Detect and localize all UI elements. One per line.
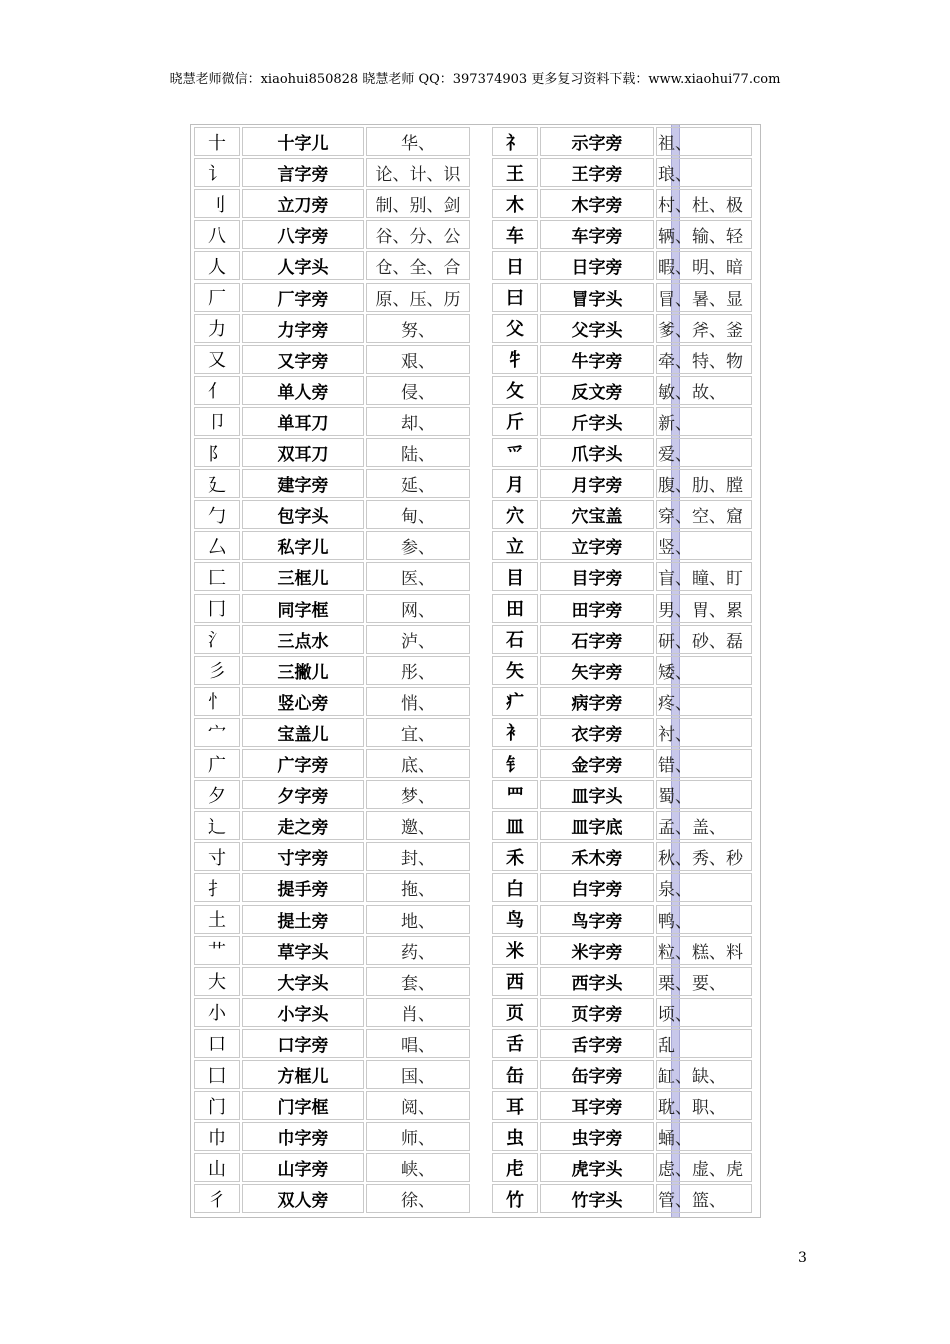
table-row [194,1184,472,1213]
table-row [492,1091,754,1120]
radical-name-cell: 耳字旁 [540,1091,654,1120]
example-chars-cell: 制、别、剑 [366,189,470,218]
radical-name-cell: 单人旁 [242,376,364,405]
table-row [492,811,754,840]
table-row [492,127,754,156]
example-chars-cell: 蜀、 [656,780,752,809]
table-row [194,656,472,685]
radical-cell: 大 [194,967,240,996]
table-row [194,158,472,187]
radical-name-cell: 立刀旁 [242,189,364,218]
radical-cell: 钅 [492,749,538,778]
example-chars-cell: 套、 [366,967,470,996]
radical-cell: 虍 [492,1153,538,1182]
table-row [492,562,754,591]
table-row [492,500,754,529]
table-row [194,283,472,312]
radical-name-cell: 三框儿 [242,562,364,591]
radical-name-cell: 目字旁 [540,562,654,591]
example-chars-cell: 秋、秀、秒 [656,842,752,871]
example-chars-cell: 牵、特、物 [656,345,752,374]
radical-cell: 厂 [194,283,240,312]
radical-name-cell: 虫字旁 [540,1122,654,1151]
example-chars-cell: 祖、 [656,127,752,156]
table-row [194,718,472,747]
table-row [492,594,754,623]
radical-name-cell: 山字旁 [242,1153,364,1182]
radical-cell: 卩 [194,407,240,436]
radical-cell: 虫 [492,1122,538,1151]
radical-cell: 礻 [492,127,538,156]
radical-name-cell: 矢字旁 [540,656,654,685]
table-row [194,220,472,249]
table-row [492,998,754,1027]
example-chars-cell: 网、 [366,594,470,623]
example-chars-cell: 爹、斧、釜 [656,314,752,343]
radical-cell: 田 [492,594,538,623]
table-row [194,251,472,280]
example-chars-cell: 新、 [656,407,752,436]
example-chars-cell: 徐、 [366,1184,470,1213]
example-chars-cell: 敏、故、 [656,376,752,405]
example-chars-cell: 邀、 [366,811,470,840]
example-chars-cell: 药、 [366,936,470,965]
table-row [492,749,754,778]
table-row [492,936,754,965]
radical-name-cell: 三点水 [242,625,364,654]
example-chars-cell: 耽、职、 [656,1091,752,1120]
example-chars-cell: 暇、明、暗 [656,251,752,280]
table-row [492,625,754,654]
radical-name-cell: 鸟字旁 [540,905,654,934]
table-row [194,562,472,591]
table-row [194,345,472,374]
page-number: 3 [798,1250,807,1266]
radical-cell: 又 [194,345,240,374]
example-chars-cell: 孟、盖、 [656,811,752,840]
radical-name-cell: 厂字旁 [242,283,364,312]
table-row [194,687,472,716]
table-row [492,376,754,405]
radical-cell: 门 [194,1091,240,1120]
radical-name-cell: 方框儿 [242,1060,364,1089]
example-chars-cell: 论、计、识 [366,158,470,187]
table-row [492,251,754,280]
radical-name-cell: 皿字头 [540,780,654,809]
radical-name-cell: 同字框 [242,594,364,623]
example-chars-cell: 虑、虚、虎 [656,1153,752,1182]
radical-name-cell: 建字旁 [242,469,364,498]
example-chars-cell: 宜、 [366,718,470,747]
radical-cell: 攵 [492,376,538,405]
example-chars-cell: 疼、 [656,687,752,716]
table-row [194,936,472,965]
radical-cell: 耳 [492,1091,538,1120]
radical-name-cell: 禾木旁 [540,842,654,871]
table-row [194,749,472,778]
example-chars-cell: 彤、 [366,656,470,685]
radical-name-cell: 冒字头 [540,283,654,312]
radical-cell: 父 [492,314,538,343]
example-chars-cell: 悄、 [366,687,470,716]
radical-name-cell: 双耳刀 [242,438,364,467]
example-chars-cell: 竖、 [656,531,752,560]
radical-name-cell: 日字旁 [540,251,654,280]
radical-cell: 山 [194,1153,240,1182]
table-row [492,780,754,809]
radical-name-cell: 反文旁 [540,376,654,405]
example-chars-cell: 缸、缺、 [656,1060,752,1089]
radical-cell: 白 [492,873,538,902]
radical-cell: 米 [492,936,538,965]
radical-name-cell: 提手旁 [242,873,364,902]
radical-cell: 夕 [194,780,240,809]
radical-cell: 土 [194,905,240,934]
table-row [194,905,472,934]
table-row [492,842,754,871]
example-chars-cell: 原、压、历 [366,283,470,312]
radical-name-cell: 夕字旁 [242,780,364,809]
table-row [492,1122,754,1151]
example-chars-cell: 却、 [366,407,470,436]
radical-name-cell: 父字头 [540,314,654,343]
radical-name-cell: 寸字旁 [242,842,364,871]
radical-cell: 爫 [492,438,538,467]
radical-name-cell: 虎字头 [540,1153,654,1182]
radical-cell: 曰 [492,283,538,312]
table-row [492,1060,754,1089]
radical-cell: 鸟 [492,905,538,934]
radical-cell: 目 [492,562,538,591]
example-chars-cell: 延、 [366,469,470,498]
table-row [492,967,754,996]
radical-cell: 宀 [194,718,240,747]
radical-cell: 立 [492,531,538,560]
radical-cell: 巾 [194,1122,240,1151]
radical-cell: 西 [492,967,538,996]
radical-name-cell: 西字头 [540,967,654,996]
radical-cell: 车 [492,220,538,249]
radical-name-cell: 白字旁 [540,873,654,902]
page-header: 晓慧老师微信：xiaohui850828 晓慧老师 QQ：397374903 更多复习资料下载：www.xiaohui77.com [169,72,781,87]
example-chars-cell: 参、 [366,531,470,560]
example-chars-cell: 顷、 [656,998,752,1027]
example-chars-cell: 阅、 [366,1091,470,1120]
table-row [492,905,754,934]
radical-cell: 禾 [492,842,538,871]
table-row [194,127,472,156]
example-chars-cell: 仓、全、合 [366,251,470,280]
example-chars-cell: 师、 [366,1122,470,1151]
radical-name-cell: 舌字旁 [540,1029,654,1058]
radical-cell: 矢 [492,656,538,685]
example-chars-cell: 谷、分、公 [366,220,470,249]
example-chars-cell: 医、 [366,562,470,591]
example-chars-cell: 努、 [366,314,470,343]
example-chars-cell: 管、篮、 [656,1184,752,1213]
example-chars-cell: 唱、 [366,1029,470,1058]
table-row [492,220,754,249]
radical-cell: 勹 [194,500,240,529]
example-chars-cell: 辆、输、轻 [656,220,752,249]
example-chars-cell: 底、 [366,749,470,778]
radical-cell: 穴 [492,500,538,529]
radical-cell: 廴 [194,469,240,498]
example-chars-cell: 矮、 [656,656,752,685]
radical-cell: 疒 [492,687,538,716]
example-chars-cell: 村、杜、极 [656,189,752,218]
example-chars-cell: 国、 [366,1060,470,1089]
example-chars-cell: 穿、空、窟 [656,500,752,529]
radical-name-cell: 立字旁 [540,531,654,560]
table-row [194,314,472,343]
table-row [492,1029,754,1058]
table-row [194,967,472,996]
table-row [194,407,472,436]
table-row [194,998,472,1027]
radical-name-cell: 口字旁 [242,1029,364,1058]
table-row [194,189,472,218]
radical-name-cell: 三撇儿 [242,656,364,685]
radical-name-cell: 石字旁 [540,625,654,654]
radical-cell: 月 [492,469,538,498]
radical-name-cell: 金字旁 [540,749,654,778]
radical-cell: 力 [194,314,240,343]
radical-cell: 匚 [194,562,240,591]
radical-cell: 十 [194,127,240,156]
radical-name-cell: 草字头 [242,936,364,965]
radical-cell: 口 [194,1029,240,1058]
radical-name-cell: 十字儿 [242,127,364,156]
example-chars-cell: 甸、 [366,500,470,529]
table-row [492,469,754,498]
radical-name-cell: 走之旁 [242,811,364,840]
radical-cell: 木 [492,189,538,218]
radical-cell: 刂 [194,189,240,218]
example-chars-cell: 研、砂、磊 [656,625,752,654]
radical-name-cell: 双人旁 [242,1184,364,1213]
radical-cell: 日 [492,251,538,280]
example-chars-cell: 地、 [366,905,470,934]
table-row [194,1091,472,1120]
radical-cell: 亻 [194,376,240,405]
radical-name-cell: 小字头 [242,998,364,1027]
radical-name-cell: 车字旁 [540,220,654,249]
table-row [194,1029,472,1058]
radical-cell: 石 [492,625,538,654]
radical-name-cell: 宝盖儿 [242,718,364,747]
example-chars-cell: 乱 [656,1029,752,1058]
table-row [194,500,472,529]
radical-cell: 王 [492,158,538,187]
example-chars-cell: 爱、 [656,438,752,467]
table-row [492,345,754,374]
table-row [492,314,754,343]
table-row [194,469,472,498]
radical-name-cell: 八字旁 [242,220,364,249]
table-row [492,407,754,436]
table-row [492,718,754,747]
radical-cell: 缶 [492,1060,538,1089]
radical-name-cell: 缶字旁 [540,1060,654,1089]
radical-name-cell: 穴宝盖 [540,500,654,529]
table-row [492,1153,754,1182]
radical-name-cell: 衣字旁 [540,718,654,747]
radical-cell: 扌 [194,873,240,902]
table-row [194,594,472,623]
radical-name-cell: 示字旁 [540,127,654,156]
example-chars-cell: 肖、 [366,998,470,1027]
radical-name-cell: 爪字头 [540,438,654,467]
radical-name-cell: 月字旁 [540,469,654,498]
example-chars-cell: 蛹、 [656,1122,752,1151]
example-chars-cell: 拖、 [366,873,470,902]
radical-name-cell: 广字旁 [242,749,364,778]
table-row [492,283,754,312]
table-row [194,625,472,654]
radical-cell: 寸 [194,842,240,871]
table-row [492,656,754,685]
example-chars-cell: 泸、 [366,625,470,654]
table-row [194,376,472,405]
radical-name-cell: 王字旁 [540,158,654,187]
radical-cell: 冂 [194,594,240,623]
table-row [194,1122,472,1151]
radical-name-cell: 页字旁 [540,998,654,1027]
table-row [492,189,754,218]
radical-name-cell: 力字旁 [242,314,364,343]
radical-name-cell: 巾字旁 [242,1122,364,1151]
radical-cell: 舌 [492,1029,538,1058]
radical-cell: 氵 [194,625,240,654]
radical-cell: 艹 [194,936,240,965]
radical-name-cell: 提土旁 [242,905,364,934]
example-chars-cell: 冒、暑、显 [656,283,752,312]
radical-name-cell: 病字旁 [540,687,654,716]
table-row [194,873,472,902]
radical-cell: 皿 [492,811,538,840]
radical-cell: 彡 [194,656,240,685]
table-row [194,438,472,467]
example-chars-cell: 艰、 [366,345,470,374]
example-chars-cell: 梦、 [366,780,470,809]
radical-cell: 忄 [194,687,240,716]
example-chars-cell: 峡、 [366,1153,470,1182]
example-chars-cell: 侵、 [366,376,470,405]
radical-name-cell: 米字旁 [540,936,654,965]
radical-cell: 牜 [492,345,538,374]
radical-cell: 页 [492,998,538,1027]
table-row [492,1184,754,1213]
example-chars-cell: 琅、 [656,158,752,187]
radical-cell: 讠 [194,158,240,187]
radical-name-cell: 单耳刀 [242,407,364,436]
radical-name-cell: 包字头 [242,500,364,529]
table-row [194,780,472,809]
table-row [492,687,754,716]
radical-name-cell: 门字框 [242,1091,364,1120]
radical-cell: 厶 [194,531,240,560]
radical-cell: 人 [194,251,240,280]
example-chars-cell: 栗、要、 [656,967,752,996]
example-chars-cell: 腹、肋、膛 [656,469,752,498]
radical-name-cell: 皿字底 [540,811,654,840]
example-chars-cell: 泉、 [656,873,752,902]
radical-name-cell: 私字儿 [242,531,364,560]
example-chars-cell: 男、胃、累 [656,594,752,623]
radicals-table [190,124,761,1218]
example-chars-cell: 鸭、 [656,905,752,934]
table-row [194,531,472,560]
radical-name-cell: 竖心旁 [242,687,364,716]
example-chars-cell: 错、 [656,749,752,778]
example-chars-cell: 衬、 [656,718,752,747]
radical-cell: 小 [194,998,240,1027]
table-row [492,531,754,560]
radical-cell: 辶 [194,811,240,840]
table-row [194,842,472,871]
radical-name-cell: 田字旁 [540,594,654,623]
radical-cell: 阝 [194,438,240,467]
radical-name-cell: 又字旁 [242,345,364,374]
radical-cell: 广 [194,749,240,778]
radical-cell: 衤 [492,718,538,747]
radical-cell: 竹 [492,1184,538,1213]
radical-cell: 八 [194,220,240,249]
radical-cell: 斤 [492,407,538,436]
radical-name-cell: 人字头 [242,251,364,280]
radical-name-cell: 竹字头 [540,1184,654,1213]
example-chars-cell: 粒、糕、料 [656,936,752,965]
radical-name-cell: 言字旁 [242,158,364,187]
radical-cell: 囗 [194,1060,240,1089]
table-row [194,1060,472,1089]
radical-cell: 罒 [492,780,538,809]
example-chars-cell: 封、 [366,842,470,871]
radical-name-cell: 大字头 [242,967,364,996]
example-chars-cell: 盲、瞳、盯 [656,562,752,591]
radical-cell: 彳 [194,1184,240,1213]
table-row [194,811,472,840]
table-row [492,158,754,187]
example-chars-cell: 陆、 [366,438,470,467]
table-row [194,1153,472,1182]
table-row [492,873,754,902]
table-row [492,438,754,467]
radical-name-cell: 牛字旁 [540,345,654,374]
radical-name-cell: 斤字头 [540,407,654,436]
radical-name-cell: 木字旁 [540,189,654,218]
example-chars-cell: 华、 [366,127,470,156]
